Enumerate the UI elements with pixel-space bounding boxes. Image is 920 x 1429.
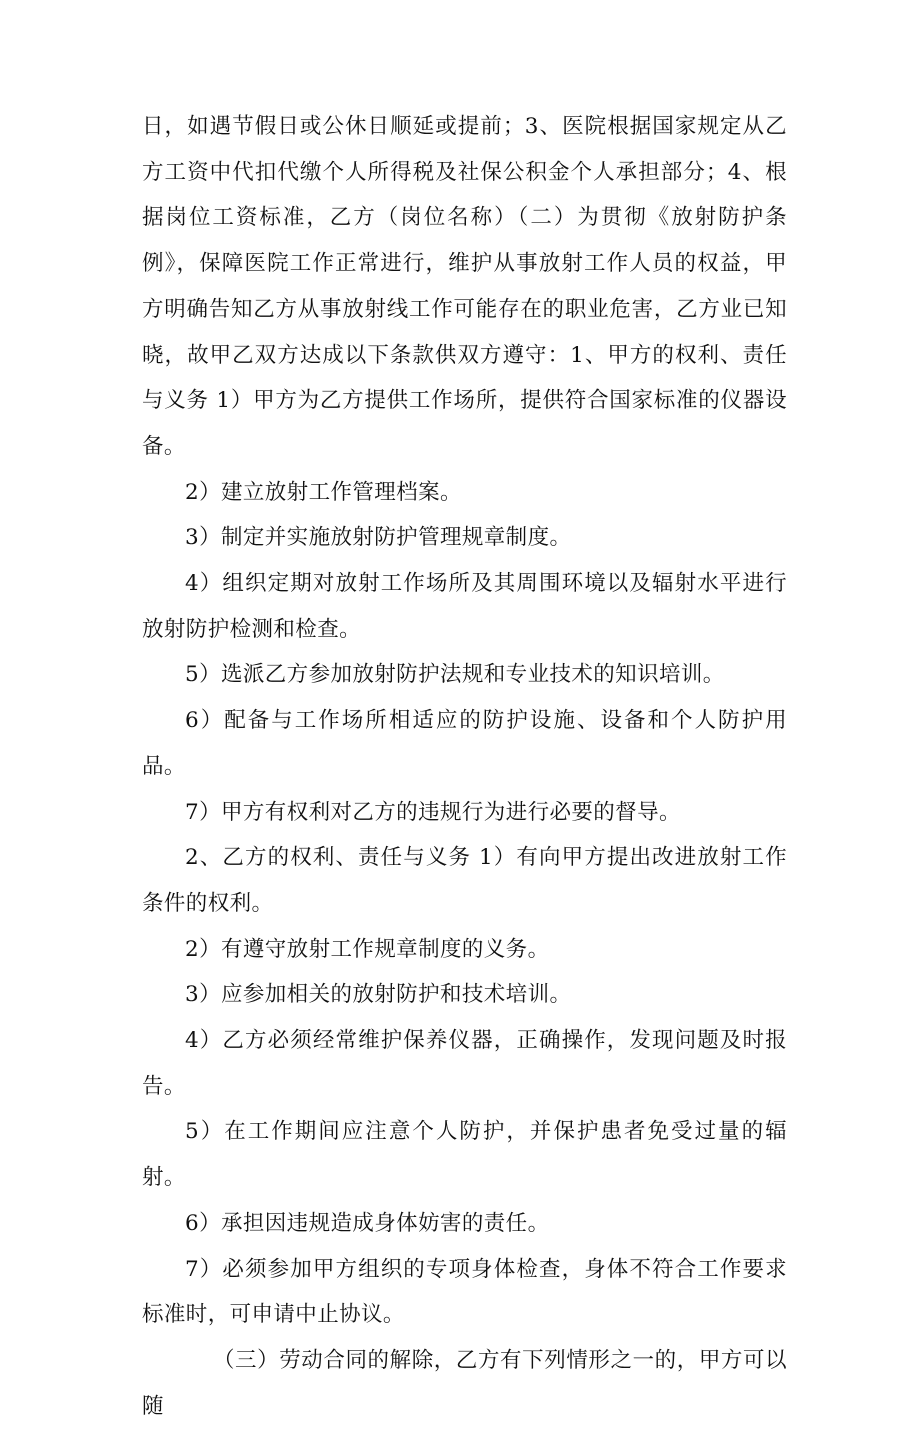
paragraph-b-item-3: 3）应参加相关的放射防护和技术培训。 [185, 982, 572, 1008]
paragraph-intro: 日，如遇节假日或公休日顺延或提前；3、医院根据国家规定从乙方工资中代扣代缴个人所得税及社保公积金个人承担部分；4、根据岗位工资标准，乙方（岗位名称）（二）为贯彻《放射防护条例》，保障医院工作正常进行，维护从事放射工作人员的权益，甲方明确告知乙方从事放射线工作可能存在的职业危害，乙方业已知晓，故甲乙双方达成以下条款供双方遵守：1、甲方的权利、责任与义务 1）甲方为乙方提供工作场所，提供符合国家标准的仪器设备。 [142, 114, 787, 459]
paragraph-section-3: （三）劳动合同的解除，乙方有下列情形之一的，甲方可以随 [142, 1347, 787, 1419]
paragraph-b-item-7: 7）必须参加甲方组织的专项身体检查，身体不符合工作要求标准时，可申请中止协议。 [142, 1256, 787, 1328]
paragraph-item-7: 7）甲方有权利对乙方的违规行为进行必要的督导。 [185, 799, 681, 825]
paragraph-b-item-2: 2）有遵守放射工作规章制度的义务。 [185, 936, 550, 962]
paragraph-party-b-rights: 2、乙方的权利、责任与义务 1）有向甲方提出改进放射工作条件的权利。 [142, 845, 787, 916]
paragraph-item-3: 3）制定并实施放射防护管理规章制度。 [185, 525, 572, 551]
paragraph-item-5: 5）选派乙方参加放射防护法规和专业技术的知识培训。 [185, 662, 725, 688]
paragraph-item-4: 4）组织定期对放射工作场所及其周围环境以及辐射水平进行放射防护检测和检查。 [142, 571, 787, 642]
paragraph-b-item-5: 5）在工作期间应注意个人防护，并保护患者免受过量的辐射。 [142, 1119, 787, 1191]
paragraph-item-2: 2）建立放射工作管理档案。 [185, 479, 462, 505]
paragraph-b-item-6: 6）承担因违规造成身体妨害的责任。 [185, 1210, 550, 1236]
paragraph-item-6: 6）配备与工作场所相适应的防护设施、设备和个人防护用品。 [142, 708, 787, 779]
paragraph-b-item-4: 4）乙方必须经常维护保养仪器，正确操作，发现问题及时报告。 [142, 1028, 787, 1099]
document-body [142, 104, 787, 1429]
